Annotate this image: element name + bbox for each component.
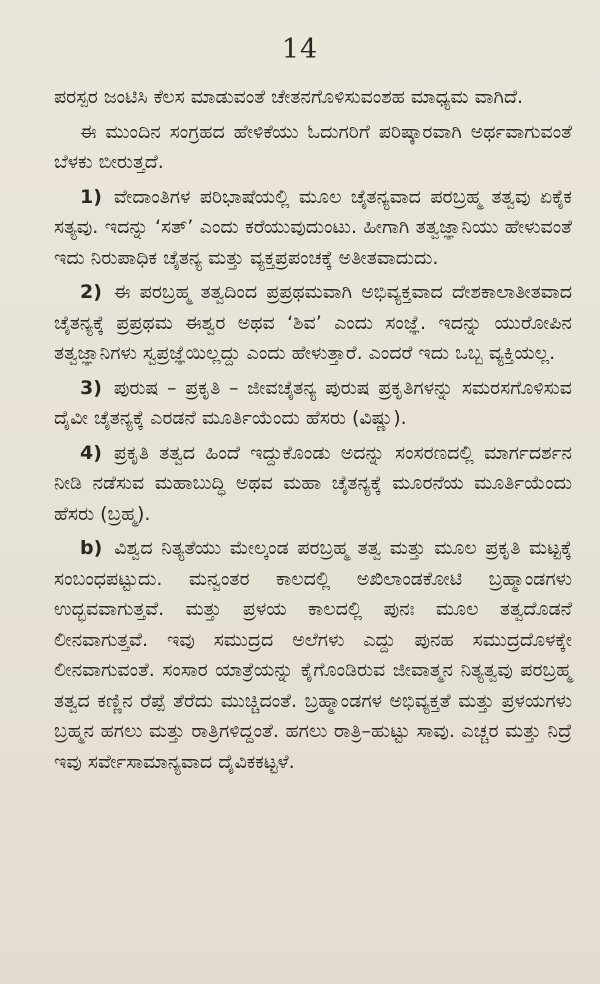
lettered-paragraph [54, 533, 572, 777]
paragraph [54, 82, 572, 113]
paragraph-text: ಪ್ರಕೃತಿ ತತ್ವದ ಹಿಂದೆ ಇದ್ದುಕೊಂಡು ಅದನ್ನು ಸಂಸರಣದಲ್ಲಿ ಮಾರ್ಗದರ್ಶನ ನೀಡಿ ನಡೆಸುವ ಮಹಾಬುದ್ಧಿ ಅಥವ ಮಹಾ ಚೈತನ್ಯಕ್ಕೆ ಮೂರನೆಯ ಮೂರ್ತಿಯೆಂದು ಹೆಸರು (ಬ್ರಹ್ಮ). [54, 441, 572, 525]
numbered-paragraph [54, 277, 572, 369]
paragraph-text: ಈ ಮುಂದಿನ ಸಂಗ್ರಹದ ಹೇಳಿಕೆಯು ಓದುಗರಿಗೆ ಪರಿಷ್ಕಾರವಾಗಿ ಅರ್ಥವಾಗುವಂತೆ ಬೆಳಕು ಬೀರುತ್ತದೆ. [54, 120, 572, 173]
numbered-paragraph [54, 182, 572, 274]
page-body [54, 82, 572, 781]
paragraph [54, 117, 572, 178]
paragraph-text: ಪರಸ್ಪರ ಜಂಟಿಸಿ ಕೆಲಸ ಮಾಡುವಂತೆ ಚೇತನಗೊಳಿಸುವಂಶಹ ಮಾಧ್ಯಮ ವಾಗಿದೆ. [54, 86, 524, 108]
page-number: 14 [281, 34, 319, 65]
paragraph-text: ವಿಶ್ವದ ನಿತ್ಯತೆಯು ಮೇಲ್ಕಂಡ ಪರಬ್ರಹ್ಮ ತತ್ವ ಮತ್ತು ಮೂಲ ಪ್ರಕೃತಿ ಮಟ್ಟಕ್ಕೆ ಸಂಬಂಧಪಟ್ಟುದು. ಮನ್ವಂತರ ಕಾಲದಲ್ಲಿ ಅಖಿಲಾಂಡಕೋಟಿ ಬ್ರಹ್ಮಾಂಡಗಳು ಉದ್ಭವವಾಗುತ್ತವೆ. ಮತ್ತು ಪ್ರಳಯ ಕಾಲದಲ್ಲಿ ಪುನಃ ಮೂಲ ತತ್ವದೊಡನೆ ಲೀನವಾಗುತ್ತವೆ. ಇವು ಸಮುದ್ರದ ಅಲೆಗಳು ಎದ್ದು ಪುನಹ ಸಮುದ್ರದೊಳಕ್ಕೇ ಲೀನವಾಗುವಂತೆ. ಸಂಸಾರ ಯಾತ್ರೆಯನ್ನು ಕೈಗೊಂಡಿರುವ ಜೀವಾತ್ಮನ ನಿತ್ಯತ್ವವು ಪರಬ್ರಹ್ಮ ತತ್ವದ ಕಣ್ಣಿನ ರೆಪ್ಪೆ ತೆರೆದು ಮುಚ್ಚಿದಂತೆ. ಬ್ರಹ್ಮಾಂಡಗಳ ಅಭಿವ್ಯಕ್ತತೆ ಮತ್ತು ಪ್ರಳಯಗಳು ಬ್ರಹ್ಮನ ಹಗಲು ಮತ್ತು ರಾತ್ರಿಗಳಿದ್ದಂತೆ. ಹಗಲು ರಾತ್ರಿ–ಹುಟ್ಟು ಸಾವು. ಎಚ್ಚರ ಮತ್ತು ನಿದ್ರೆ ಇವು ಸರ್ವೇಸಾಮಾನ್ಯವಾದ ದೈವಿಕಕಟ್ಟಳೆ. [54, 537, 572, 773]
paragraph-marker: 3) [80, 376, 102, 399]
numbered-paragraph [54, 373, 572, 434]
paragraph-marker: b) [80, 537, 103, 559]
paragraph-marker: 1) [80, 185, 102, 208]
paragraph-marker: 2) [80, 281, 102, 303]
paragraph-text: ವೇದಾಂತಿಗಳ ಪರಿಭಾಷೆಯಲ್ಲಿ ಮೂಲ ಚೈತನ್ಯವಾದ ಪರಬ್ರಹ್ಮ ತತ್ವವು ಏಕೈಕ ಸತ್ಯವು. ಇದನ್ನು ‘ಸತ್’ ಎಂದು ಕರೆಯುವುದುಂಟು. ಹೀಗಾಗಿ ತತ್ವಜ್ಞಾನಿಯು ಹೇಳುವಂತೆ ಇದು ನಿರುಪಾಧಿಕ ಚೈತನ್ಯ ಮತ್ತು ವ್ಯಕ್ತಪ್ರಪಂಚಕ್ಕೆ ಅತೀತವಾದುದು. [54, 185, 572, 269]
numbered-paragraph [54, 438, 572, 530]
paragraph-marker: 4) [80, 441, 102, 464]
paragraph-text: ಪುರುಷ – ಪ್ರಕೃತಿ – ಜೀವಚೈತನ್ಯ ಪುರುಷ ಪ್ರಕೃತಿಗಳನ್ನು ಸಮರಸಗೊಳಿಸುವ ದೈವೀ ಚೈತನ್ಯಕ್ಕೆ ಎರಡನೆ ಮೂರ್ತಿಯೆಂದು ಹೆಸರು (ವಿಷ್ಣು). [54, 376, 572, 429]
paragraph-text: ಈ ಪರಬ್ರಹ್ಮ ತತ್ವದಿಂದ ಪ್ರಪ್ರಥಮವಾಗಿ ಅಭಿವ್ಯಕ್ತವಾದ ದೇಶಕಾಲಾತೀತವಾದ ಚೈತನ್ಯಕ್ಕೆ ಪ್ರಪ್ರಥಮ ಈಶ್ವರ ಅಥವ ‘ಶಿವ’ ಎಂದು ಸಂಜ್ಞೆ. ಇದನ್ನು ಯುರೋಪಿನ ತತ್ವಜ್ಞಾನಿಗಳು ಸ್ವಪ್ರಜ್ಞೆಯಿಲ್ಲದ್ದು ಎಂದು ಹೇಳುತ್ತಾರೆ. ಎಂದರೆ ಇದು ಒಬ್ಬ ವ್ಯಕ್ತಿಯಲ್ಲ. [54, 281, 572, 364]
